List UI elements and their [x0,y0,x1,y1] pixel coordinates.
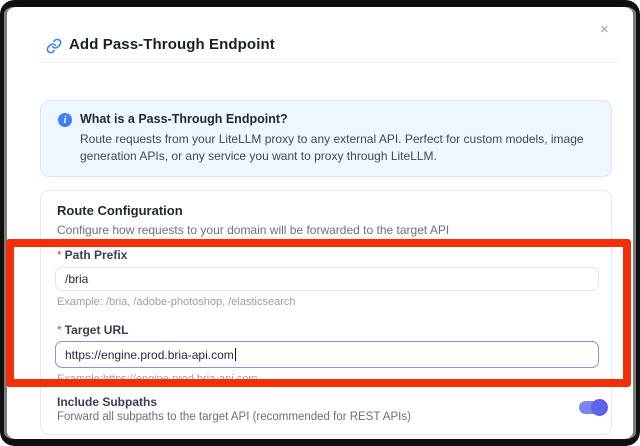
route-configuration-title: Route Configuration [57,203,183,218]
target-url-example: Example:https://engine.prod.bria-api.com [57,373,258,385]
route-configuration-card [40,190,612,435]
info-body: Route requests from your LiteLLM proxy to any external API. Perfect for custom models, image generation APIs, or any service you want to proxy through LiteLLM. [80,132,584,163]
target-url-value: https://engine.prod.bria-api.com [65,347,234,362]
required-asterisk: * [57,248,62,262]
text-caret [235,348,236,361]
modal-title: Add Pass-Through Endpoint [69,36,275,53]
path-prefix-value: /bria [65,272,89,286]
path-prefix-input[interactable] [55,267,599,291]
header-divider [40,62,618,63]
target-url-input[interactable] [55,341,599,368]
required-asterisk: * [57,323,62,337]
include-subpaths-label: Include Subpaths [57,395,158,409]
info-icon: i [58,113,72,127]
close-icon[interactable]: × [600,21,609,38]
link-icon [46,38,62,54]
include-subpaths-description: Forward all subpaths to the target API (recommended for REST APIs) [57,411,411,423]
path-prefix-label: * Path Prefix [57,248,128,262]
target-url-label: * Target URL [57,323,129,337]
info-title: What is a Pass-Through Endpoint? [80,112,288,126]
info-callout [40,100,612,177]
path-prefix-example: Example: /bria, /adobe-photoshop, /elasticsearch [57,296,296,308]
route-configuration-subtitle: Configure how requests to your domain will be forwarded to the target API [57,223,450,237]
include-subpaths-toggle[interactable] [579,401,606,414]
toggle-knob [591,399,608,416]
